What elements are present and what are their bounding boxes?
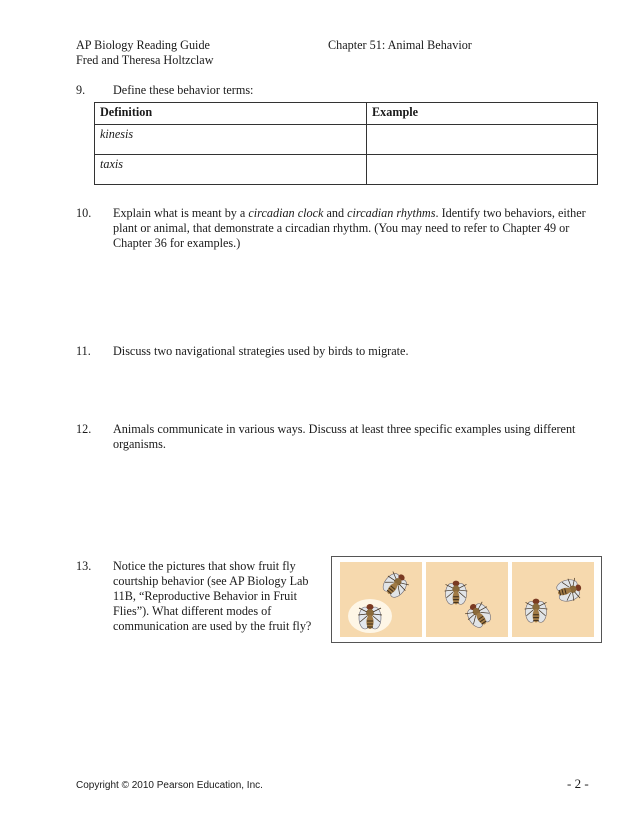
example-cell[interactable] [367, 125, 598, 155]
text-line: Notice the pictures that show fruit fly [113, 559, 296, 573]
question-number: 13. [76, 559, 92, 573]
question-text [113, 559, 326, 634]
chapter-title: Chapter 51: Animal Behavior [328, 38, 472, 52]
question-number: 10. [76, 206, 92, 220]
question-text: Define these behavior terms: [113, 83, 254, 97]
text-line: Flies”). What different modes of [113, 604, 272, 618]
guide-title: AP Biology Reading Guide [76, 38, 210, 52]
question-number: 11. [76, 344, 91, 358]
table-row [95, 155, 598, 185]
header-example: Example [367, 103, 598, 125]
question-text [113, 206, 596, 251]
header-left [76, 38, 214, 68]
header-definition: Definition [95, 103, 367, 125]
page-number: - 2 - [567, 776, 589, 791]
authors: Fred and Theresa Holtzclaw [76, 53, 214, 67]
question-text: Animals communicate in various ways. Discuss at least three specific examples using different organisms. [113, 422, 576, 451]
term-circadian-rhythms: circadian rhythms [347, 206, 436, 220]
fruit-fly-courtship-figure [331, 556, 602, 643]
question-number: 9. [76, 83, 86, 97]
courtship-panel-1 [340, 562, 422, 637]
text-segment: Explain what is meant by a [113, 206, 249, 220]
courtship-panel-3 [512, 562, 594, 637]
table-header-row [95, 103, 598, 125]
courtship-panel-2 [426, 562, 508, 637]
fruit-fly-icon [340, 562, 422, 637]
term-cell: kinesis [95, 125, 367, 155]
example-cell[interactable] [367, 155, 598, 185]
text-segment: and [323, 206, 348, 220]
term-cell: taxis [95, 155, 367, 185]
fruit-fly-icon [512, 562, 594, 637]
text-segment: . Identify two behaviors, either plant or animal, that demonstrate a circadian rhythm. (You may need to refer to Chapter 49 or Chapter 36 for examples.) [113, 206, 586, 250]
question-number: 12. [76, 422, 92, 436]
text-line: communication are used by the fruit fly? [113, 619, 312, 633]
term-circadian-clock: circadian clock [248, 206, 324, 220]
text-line: 11B, “Reproductive Behavior in Fruit [113, 589, 298, 603]
fruit-fly-icon [426, 562, 508, 637]
behavior-terms-table [94, 102, 598, 185]
copyright: Copyright © 2010 Pearson Education, Inc. [76, 780, 263, 791]
table-row [95, 125, 598, 155]
question-text: Discuss two navigational strategies used by birds to migrate. [113, 344, 409, 358]
text-line: courtship behavior (see AP Biology Lab [113, 574, 309, 588]
